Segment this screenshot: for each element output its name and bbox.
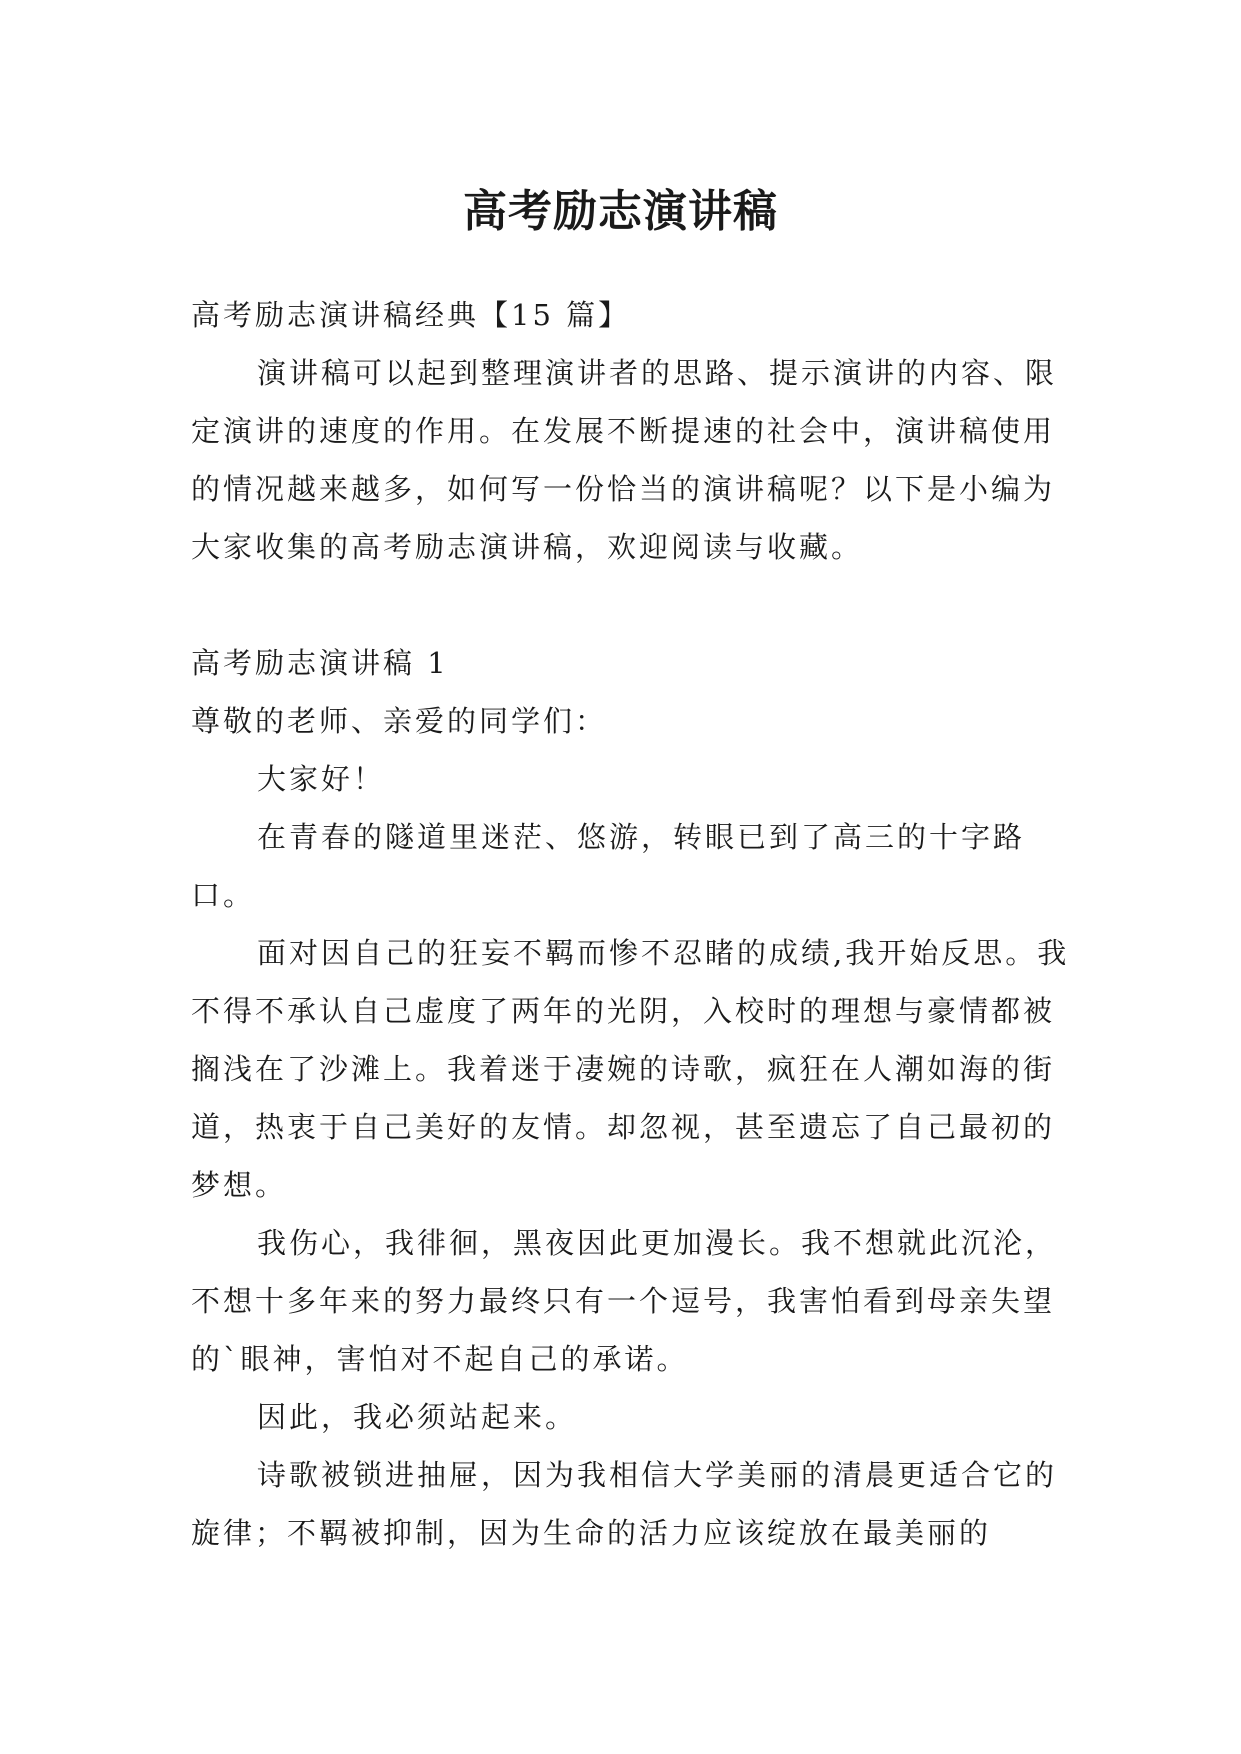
body-paragraph: 面对因自己的狂妄不羁而惨不忍睹的成绩,我开始反思。我不得不承认自己虚度了两年的光阴，入校时的理想与豪情都被搁浅在了沙滩上。我着迷于凄婉的诗歌，疯狂在人潮如海的街道，热衷于自己美好的友情。却忽视，甚至遗忘了自己最初的梦想。: [191, 936, 1070, 1202]
body-paragraph: 在青春的隧道里迷茫、悠游，转眼已到了高三的十字路口。: [191, 820, 1026, 912]
body-paragraph: 因此，我必须站起来。: [257, 1400, 578, 1434]
document-body: [191, 286, 1071, 1562]
document-subtitle: 高考励志演讲稿经典【15 篇】: [191, 298, 631, 332]
body-paragraph: 诗歌被锁进抽屉，因为我相信大学美丽的清晨更适合它的旋律；不羁被抑制，因为生命的活力应该绽放在最美丽的: [191, 1458, 1058, 1550]
section-heading: 高考励志演讲稿 1: [191, 646, 449, 680]
document-title: 高考励志演讲稿: [463, 186, 778, 238]
intro-paragraph: 演讲稿可以起到整理演讲者的思路、提示演讲的内容、限定演讲的速度的作用。在发展不断提速的社会中，演讲稿使用的情况越来越多，如何写一份恰当的演讲稿呢？以下是小编为大家收集的高考励志演讲稿，欢迎阅读与收藏。: [191, 356, 1058, 564]
body-paragraph: 我伤心，我徘徊，黑夜因此更加漫长。我不想就此沉沦，不想十多年来的努力最终只有一个逗号，我害怕看到母亲失望的`眼神，害怕对不起自己的承诺。: [191, 1226, 1058, 1376]
body-paragraph: 大家好！: [257, 762, 386, 796]
salutation: 尊敬的老师、亲爱的同学们：: [191, 704, 608, 738]
